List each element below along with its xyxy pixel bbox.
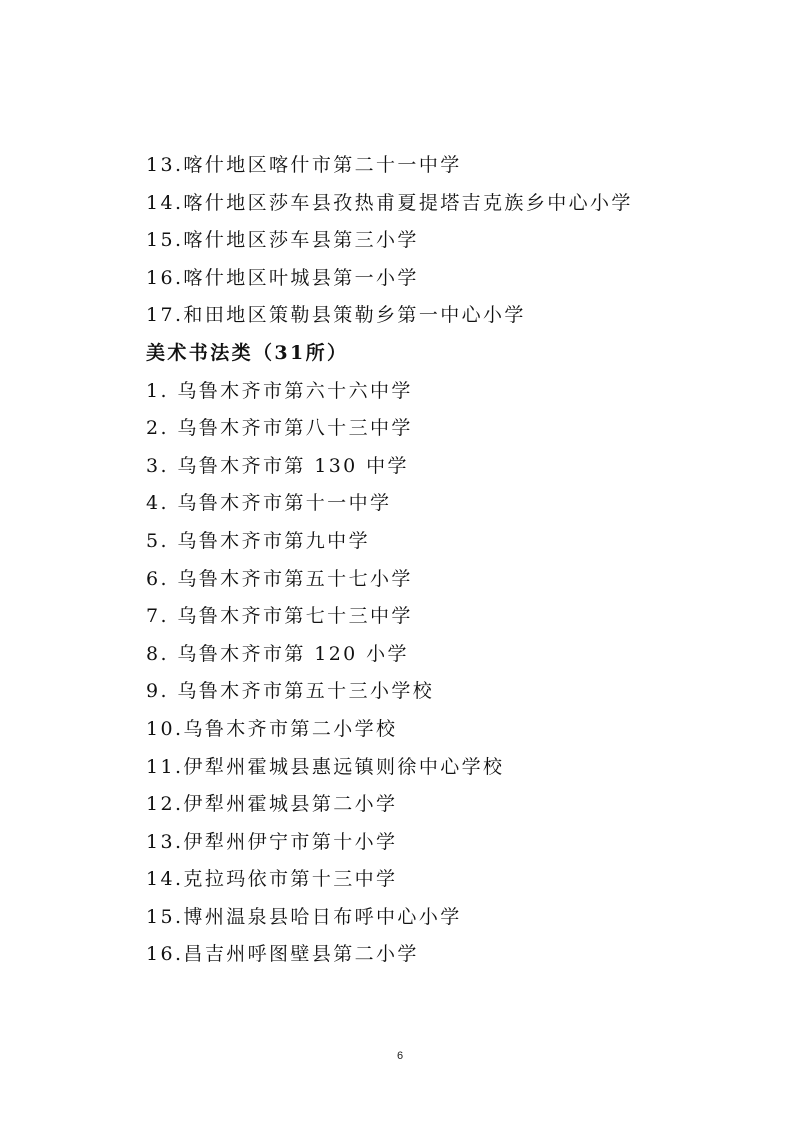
list-item: 13.喀什地区喀什市第二十一中学	[146, 154, 462, 176]
list-item: 9. 乌鲁木齐市第五十三小学校	[146, 680, 435, 703]
list-item: 14.克拉玛依市第十三中学	[146, 868, 398, 891]
list-item: 11.伊犁州霍城县惠远镇则徐中心学校	[146, 755, 505, 778]
list-item: 4. 乌鲁木齐市第十一中学	[146, 492, 392, 515]
list-item: 17.和田地区策勒县策勒乡第一中心小学	[146, 304, 526, 327]
list-item: 1. 乌鲁木齐市第六十六中学	[146, 379, 413, 402]
list-item: 16.昌吉州呼图壁县第二小学	[146, 943, 419, 966]
list-item: 3. 乌鲁木齐市第 130 中学	[146, 454, 409, 477]
list-item: 8. 乌鲁木齐市第 120 小学	[146, 642, 409, 665]
list-item: 16.喀什地区叶城县第一小学	[146, 266, 419, 289]
list-item: 14.喀什地区莎车县孜热甫夏提塔吉克族乡中心小学	[146, 191, 633, 214]
list-item: 10.乌鲁木齐市第二小学校	[146, 717, 398, 740]
list-item: 15.博州温泉县哈日布呼中心小学	[146, 905, 462, 928]
section-heading-art: 美术书法类（31所）	[146, 341, 349, 364]
list-item: 15.喀什地区莎车县第三小学	[146, 229, 419, 252]
list-item: 7. 乌鲁木齐市第七十三中学	[146, 605, 413, 628]
school-list	[146, 147, 746, 974]
list-item: 6. 乌鲁木齐市第五十七小学	[146, 567, 413, 590]
list-item: 5. 乌鲁木齐市第九中学	[146, 529, 370, 552]
list-item: 12.伊犁州霍城县第二小学	[146, 793, 398, 816]
list-item: 13.伊犁州伊宁市第十小学	[146, 830, 398, 853]
page-number: 6	[396, 1050, 404, 1062]
list-item: 2. 乌鲁木齐市第八十三中学	[146, 417, 413, 440]
